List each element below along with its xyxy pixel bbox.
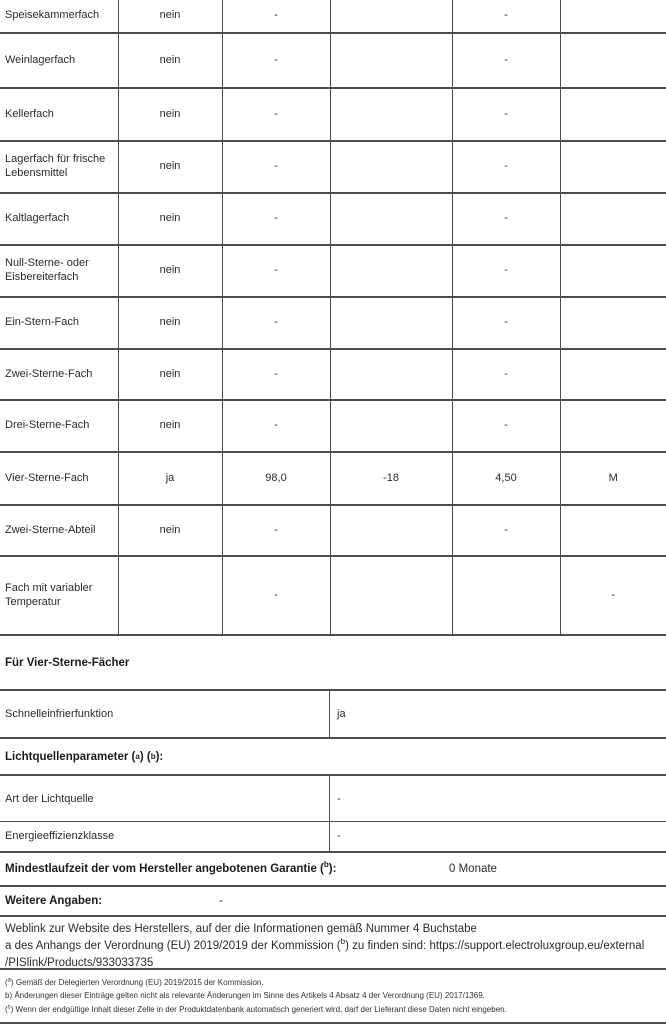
row-label: Fach mit variabler Temperatur (5, 581, 93, 608)
row-label: Drei-Sterne-Fach (5, 419, 90, 432)
row-label: Ein-Stern-Fach (5, 316, 79, 329)
weblink-url: ) zu finden sind: https://support.electroluxgroup.eu/external (345, 939, 645, 952)
table-cell (560, 88, 666, 141)
table-cell: - (222, 400, 330, 452)
table-cell: - (452, 88, 560, 141)
row-label: Lagerfach für frische Lebensmittel (5, 153, 106, 179)
row-label: Zwei-Sterne-Abteil (5, 523, 96, 536)
warranty-row (0, 853, 666, 887)
table-cell: - (222, 245, 330, 297)
table-row (0, 0, 666, 33)
table-cell: - (222, 349, 330, 400)
row-label: Vier-Sterne-Fach (5, 471, 89, 484)
four-star-section-heading: Für Vier-Sterne-Fächer (5, 656, 130, 669)
footnote-b (5, 989, 666, 1003)
table-cell: nein (118, 297, 222, 349)
table-cell: 4,50 (452, 452, 560, 505)
footnote-text: b) Änderungen dieser Einträge gelten nicht als relevante Änderungen im Sinne des Artikels 4 Absatz 4 der Verordnung (EU) 2017/1369. (5, 991, 485, 1000)
footnotes-block (0, 970, 666, 1024)
warranty-label (5, 859, 337, 875)
table-cell (560, 141, 666, 193)
table-cell: M (560, 452, 666, 505)
table-cell: - (222, 33, 330, 88)
table-cell: nein (118, 193, 222, 245)
row-label: Energieeffizienzklasse (0, 822, 330, 851)
footnote-text: ) Gemäß der Delegierten Verordnung (EU) 2019/2015 der Kommission. (11, 977, 264, 987)
table-cell: ja (118, 452, 222, 505)
row-value: - (337, 792, 341, 805)
row-label: Weinlagerfach (5, 53, 76, 66)
table-cell: nein (118, 245, 222, 297)
table-cell: nein (118, 0, 222, 33)
table-cell: -18 (330, 452, 452, 505)
table-row (0, 691, 666, 737)
table-cell (330, 88, 452, 141)
table-row (0, 88, 666, 141)
table-cell: 98,0 (222, 452, 330, 505)
row-label: Zwei-Sterne-Fach (5, 367, 93, 380)
table-cell (330, 349, 452, 400)
table-row (0, 452, 666, 505)
footnote-ref-b: b (323, 859, 329, 869)
table-cell (560, 505, 666, 556)
table-cell: - (222, 297, 330, 349)
footnote-text: ( (5, 977, 8, 987)
label-text: Mindestlaufzeit der vom Hersteller angebotenen Garantie ( (5, 862, 324, 875)
table-row (0, 245, 666, 297)
table-cell (330, 245, 452, 297)
table-cell: - (222, 505, 330, 556)
footnote-marker-a: a (7, 976, 12, 983)
table-cell: - (222, 141, 330, 193)
weblink-line: Weblink zur Website des Herstellers, auf der die Informationen gemäß Nummer 4 Buchstabe (5, 922, 477, 935)
table-cell: - (452, 33, 560, 88)
table-row (0, 821, 666, 851)
table-cell (560, 245, 666, 297)
table-cell (560, 349, 666, 400)
row-label: Null-Sterne- oder Eisbereiterfach (5, 257, 89, 283)
table-row (0, 776, 666, 821)
table-row (0, 349, 666, 400)
weblink-line (5, 938, 666, 955)
table-cell (560, 297, 666, 349)
table-cell: - (452, 245, 560, 297)
table-cell: - (222, 193, 330, 245)
table-cell (560, 0, 666, 33)
table-cell: - (452, 400, 560, 452)
table-cell: nein (118, 349, 222, 400)
table-cell: - (222, 88, 330, 141)
table-cell (330, 505, 452, 556)
heading-text: ): (155, 750, 164, 763)
table-cell: nein (118, 33, 222, 88)
table-cell (330, 400, 452, 452)
label-text: ): (328, 862, 337, 875)
weblink-url-continued: /PISlink/Products/933033735 (5, 956, 154, 969)
footnote-text: ) Wenn der endgültige Inhalt dieser Zelle in der Produktdatenbank automatisch generiert wird, darf der Lieferant diese Daten nicht eingeben. (10, 1004, 507, 1014)
table-cell (560, 400, 666, 452)
table-cell (330, 193, 452, 245)
four-star-table (0, 689, 666, 739)
warranty-value: 0 Monate (449, 862, 497, 875)
additional-info-label: Weitere Angaben: (5, 894, 103, 907)
table-row (0, 505, 666, 556)
table-cell: - (452, 505, 560, 556)
table-cell: - (560, 556, 666, 635)
additional-info-row (0, 887, 666, 917)
footnote-ref-b: b (340, 936, 346, 946)
table-cell: - (452, 193, 560, 245)
table-row (0, 33, 666, 88)
footnote-c (5, 1003, 666, 1017)
table-row (0, 400, 666, 452)
heading-text: Lichtquellenparameter ( (5, 750, 136, 763)
table-cell (330, 0, 452, 33)
light-source-table (0, 774, 666, 853)
table-cell: nein (118, 141, 222, 193)
table-cell (452, 556, 560, 635)
table-row (0, 297, 666, 349)
row-label: Speisekammerfach (5, 9, 100, 22)
table-cell: nein (118, 505, 222, 556)
row-label: Kellerfach (5, 107, 54, 120)
table-cell: - (222, 556, 330, 635)
weblink-block (0, 917, 666, 970)
table-cell: nein (118, 400, 222, 452)
table-row (0, 141, 666, 193)
table-cell: - (452, 0, 560, 33)
table-cell (118, 556, 222, 635)
light-source-section-heading: Lichtquellenparameter ( a ) ( b ): (5, 750, 164, 763)
table-cell: - (452, 297, 560, 349)
row-value: - (337, 830, 341, 843)
additional-info-value: - (219, 894, 223, 907)
heading-text: ) ( (139, 750, 151, 763)
table-cell (330, 33, 452, 88)
row-label: Art der Lichtquelle (0, 776, 330, 821)
table-row (0, 193, 666, 245)
table-cell (560, 33, 666, 88)
table-cell: - (452, 349, 560, 400)
table-cell: - (452, 141, 560, 193)
footnote-a (5, 976, 666, 990)
table-row (0, 556, 666, 635)
table-cell (560, 193, 666, 245)
table-cell: nein (118, 88, 222, 141)
table-cell (330, 141, 452, 193)
row-label: Schnelleinfrierfunktion (0, 691, 330, 737)
weblink-text: a des Anhangs der Verordnung (EU) 2019/2019 der Kommission ( (5, 939, 341, 952)
row-label: Kaltlagerfach (5, 212, 70, 225)
row-value: ja (337, 708, 346, 720)
footnote-text: ( (5, 1004, 8, 1014)
table-cell (330, 556, 452, 635)
table-cell: - (222, 0, 330, 33)
footnote-marker-c: c (7, 1003, 11, 1010)
table-cell (330, 297, 452, 349)
